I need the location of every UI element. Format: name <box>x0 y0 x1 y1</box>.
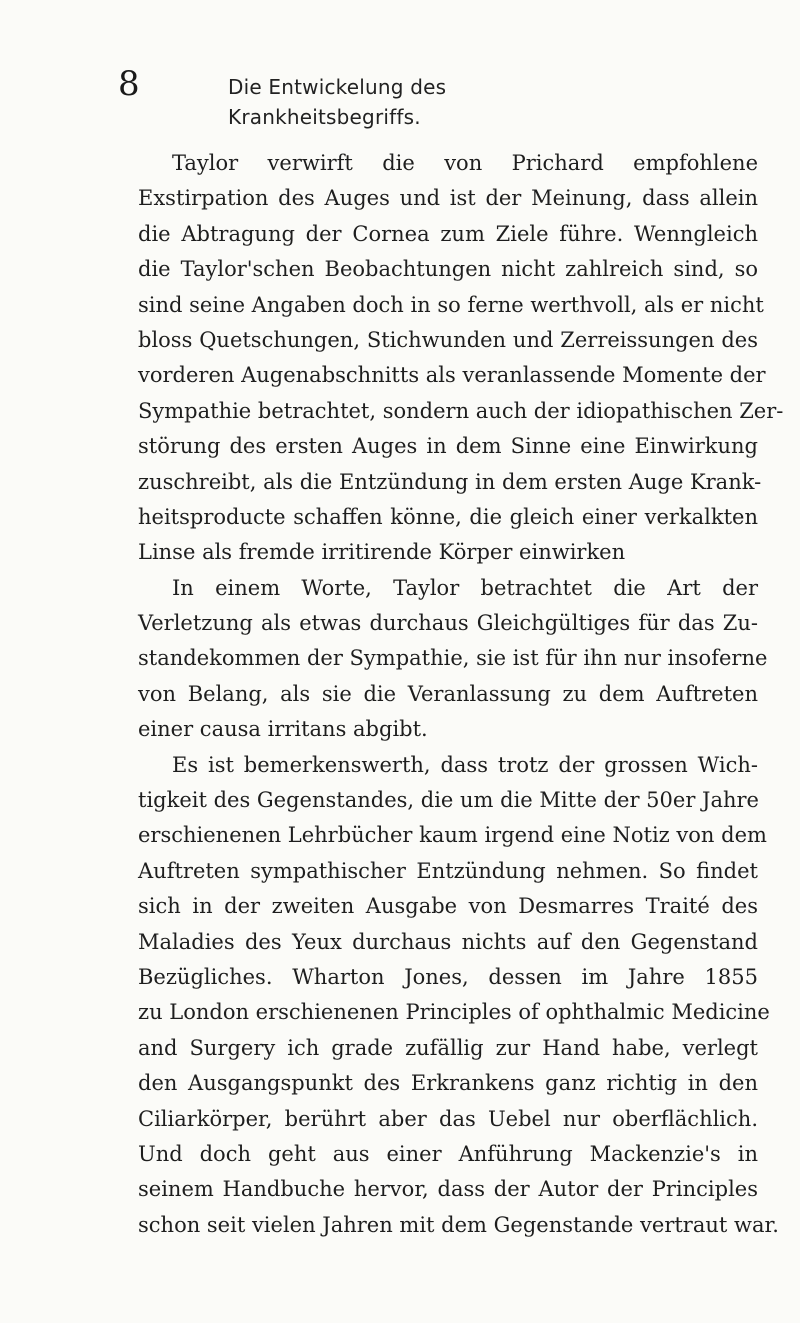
text-line: Exstirpation des Auges und ist der Meinung, dass allein <box>138 186 758 211</box>
text-line: seinem Handbuche hervor, dass der Autor der Principles <box>138 1177 758 1202</box>
text-line: standekommen der Sympathie, sie ist für ihn nur insoferne <box>138 646 768 671</box>
text-line: Bezügliches. Wharton Jones, dessen im Jahre 1855 <box>138 964 758 989</box>
text-line: den Ausgangspunkt des Erkrankens ganz richtig in den <box>138 1071 758 1096</box>
text-line: and Surgery ich grade zufällig zur Hand habe, verlegt <box>138 1035 758 1060</box>
text-line: erschienenen Lehrbücher kaum irgend eine Notiz von dem <box>138 823 767 848</box>
text-line: störung des ersten Auges in dem Sinne eine Einwirkung <box>138 434 758 459</box>
text-line: die Abtragung der Cornea zum Ziele führe. Wenngleich <box>138 221 758 246</box>
text-line: Linse als fremde irritirende Körper einwirken <box>138 540 626 565</box>
text-line: zu London erschienenen Principles of ophthalmic Medicine <box>138 1000 770 1025</box>
text-line: zuschreibt, als die Entzündung in dem ersten Auge Krank- <box>138 469 762 494</box>
text-line: Es ist bemerkenswerth, dass trotz der grossen Wich- <box>172 752 758 777</box>
text-line: vorderen Augenabschnitts als veranlassende Momente der <box>138 363 766 388</box>
text-line: Sympathie betrachtet, sondern auch der idiopathischen Zer- <box>138 398 784 423</box>
body-text <box>138 146 784 1243</box>
text-line: Maladies des Yeux durchaus nichts auf den Gegenstand <box>138 929 758 954</box>
text-line: bloss Quetschungen, Stichwunden und Zerreissungen des <box>138 327 758 352</box>
text-line: Ciliarkörper, berührt aber das Uebel nur oberflächlich. <box>138 1106 758 1131</box>
text-line: Auftreten sympathischer Entzündung nehmen. So findet <box>138 858 758 883</box>
text-line: einer causa irritans abgibt. <box>138 717 428 742</box>
text-line: Und doch geht aus einer Anführung Mackenzie's in <box>138 1141 758 1166</box>
text-line: Verletzung als etwas durchaus Gleichgültiges für das Zu- <box>138 611 758 636</box>
page-header <box>118 64 638 129</box>
text-line: die Taylor'schen Beobachtungen nicht zahlreich sind, so <box>138 257 758 282</box>
text-line: heitsproducte schaffen könne, die gleich einer verkalkten <box>138 504 758 529</box>
running-head: Die Entwickelung des Krankheitsbegriffs. <box>228 75 447 129</box>
text-line: In einem Worte, Taylor betrachtet die Art der <box>172 575 758 600</box>
text-line: schon seit vielen Jahren mit dem Gegenstande vertraut war. <box>138 1212 779 1237</box>
text-line: Taylor verwirft die von Prichard empfohlene <box>172 151 758 175</box>
text-line: sind seine Angaben doch in so ferne werthvoll, als er nicht <box>138 292 764 317</box>
text-line: sich in der zweiten Ausgabe von Desmarres Traité des <box>138 894 758 919</box>
text-line: von Belang, als sie die Veranlassung zu dem Auftreten <box>138 681 758 706</box>
text-line: tigkeit des Gegenstandes, die um die Mitte der 50er Jahre <box>138 788 759 813</box>
page-number: 8 <box>118 64 140 104</box>
